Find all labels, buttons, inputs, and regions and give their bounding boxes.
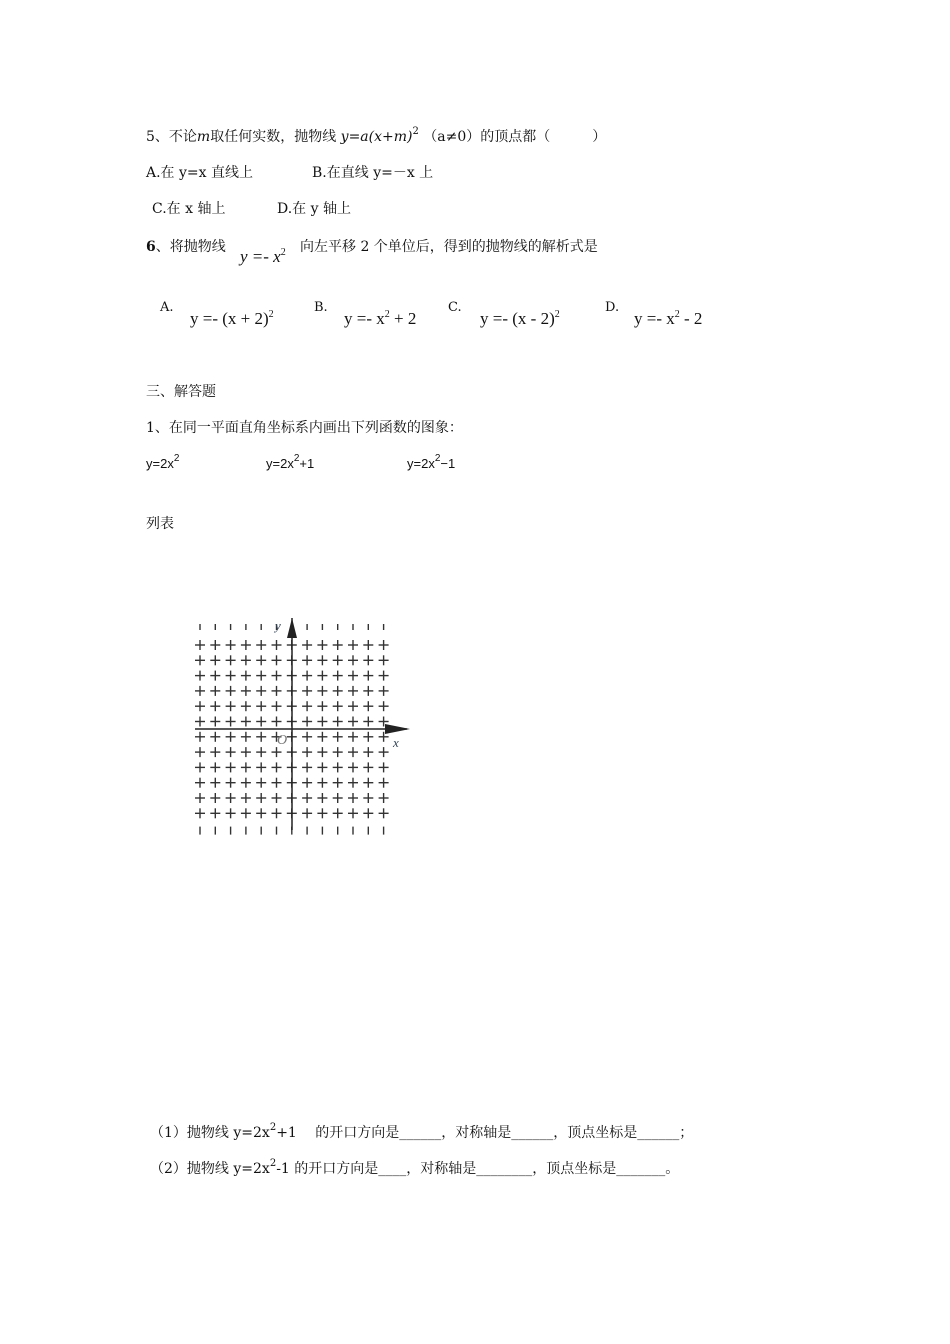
subq-1-blank-direction[interactable]: ______	[399, 1125, 442, 1141]
y-axis-label: y	[275, 618, 281, 633]
q6-stem	[146, 238, 226, 256]
q6-option-b-label: B.	[314, 300, 328, 315]
function-2	[266, 455, 314, 475]
q6-number: 6	[146, 239, 156, 255]
function-2-base: y=2x	[266, 456, 294, 471]
function-2-tail: +1	[299, 456, 315, 471]
subq-2-axis-text: ，对称轴是	[406, 1161, 477, 1177]
q5-close-paren: ）	[592, 129, 607, 145]
q5-number: 5、	[146, 129, 169, 145]
q5-stem	[146, 128, 606, 148]
function-1	[146, 455, 179, 475]
subq-1	[150, 1124, 693, 1144]
q6-sep: 、将抛物线	[155, 239, 226, 255]
function-3	[407, 455, 455, 475]
q5-text-c: 的顶点都（	[480, 129, 551, 145]
q6-option-b-sup: 2	[384, 309, 390, 320]
q6-option-c-label: C.	[448, 300, 462, 315]
q6-option-c-sup: 2	[554, 309, 560, 320]
q6-option-a-label: A.	[160, 300, 174, 315]
origin-label: O	[277, 733, 288, 748]
q6-option-a	[190, 310, 274, 331]
q5-option-b: B.在直线 y=－x 上	[312, 165, 434, 181]
q5-option-c: C.在 x 轴上	[152, 201, 226, 217]
q5-condition: （a≠0）	[423, 129, 481, 145]
subq-2-blank-axis[interactable]: ________	[476, 1161, 533, 1177]
q6-expr-sup: 2	[280, 247, 286, 258]
subq-2	[150, 1160, 679, 1180]
q6-option-d-tail: - 2	[679, 309, 703, 328]
function-1-sup: 2	[173, 453, 180, 464]
q6-text: 向左平移 2 个单位后，得到的抛物线的解析式是	[300, 239, 598, 255]
function-3-tail: −1	[440, 456, 456, 471]
subq-1-axis-text: ，对称轴是	[441, 1125, 512, 1141]
subq-2-sup: 2	[269, 1158, 277, 1169]
section-q1: 1、在同一平面直角坐标系内画出下列函数的图象：	[146, 420, 463, 436]
subq-2-prefix: （2）抛物线 y=2x	[150, 1161, 270, 1177]
subq-1-blank-axis[interactable]: ______	[511, 1125, 554, 1141]
section-heading: 三、解答题	[146, 384, 216, 400]
subq-1-vertex-text: ，顶点坐标是	[553, 1125, 638, 1141]
function-2-sup: 2	[293, 453, 300, 464]
subq-1-end: ；	[679, 1125, 694, 1141]
subq-2-mid: -1 的开口方向是	[276, 1161, 379, 1177]
q6-option-b-tail: + 2	[389, 309, 417, 328]
function-3-sup: 2	[434, 453, 441, 464]
x-axis-label: x	[393, 735, 399, 750]
q6-expr-text: y =- x	[240, 247, 281, 266]
q5-option-d: D.在 y 轴上	[277, 201, 351, 217]
q6-option-c-expr: y =- (x - 2)	[480, 309, 555, 328]
q6-option-b	[344, 310, 416, 331]
q5-sup: 2	[412, 126, 419, 137]
q6-option-d-label: D.	[605, 300, 620, 315]
q5-m: m	[196, 129, 211, 145]
function-1-base: y=2x	[146, 456, 174, 471]
q6-option-d-expr: y =- x	[634, 309, 675, 328]
subq-2-blank-direction[interactable]: ____	[378, 1161, 407, 1177]
q5-text-a: 不论	[168, 129, 197, 145]
q5-formula: y=a(x+m)	[340, 129, 413, 145]
subq-1-sup: 2	[269, 1122, 277, 1133]
subq-1-prefix: （1）抛物线 y=2x	[150, 1125, 270, 1141]
q6-option-d	[634, 310, 702, 331]
x-axis-arrow	[385, 724, 410, 734]
q5-option-a: A.在 y=x 直线上	[146, 165, 253, 181]
q6-option-a-expr: y =- (x + 2)	[190, 309, 269, 328]
q6-option-d-sup: 2	[674, 309, 680, 320]
q6-option-b-expr: y =- x	[344, 309, 385, 328]
coordinate-grid	[175, 610, 420, 835]
q6-option-c	[480, 310, 560, 331]
subq-2-vertex-text: ，顶点坐标是	[532, 1161, 617, 1177]
table-label: 列表	[146, 516, 174, 532]
q5-text-b: 取任何实数，抛物线	[210, 129, 337, 145]
subq-2-end: 。	[665, 1161, 680, 1177]
subq-1-blank-vertex[interactable]: ______	[637, 1125, 680, 1141]
q6-option-a-sup: 2	[268, 309, 274, 320]
q6-expr	[240, 248, 286, 269]
function-3-base: y=2x	[407, 456, 435, 471]
subq-1-mid: +1 的开口方向是	[276, 1125, 400, 1141]
y-axis-arrow	[287, 618, 297, 638]
subq-2-blank-vertex[interactable]: _______	[616, 1161, 666, 1177]
